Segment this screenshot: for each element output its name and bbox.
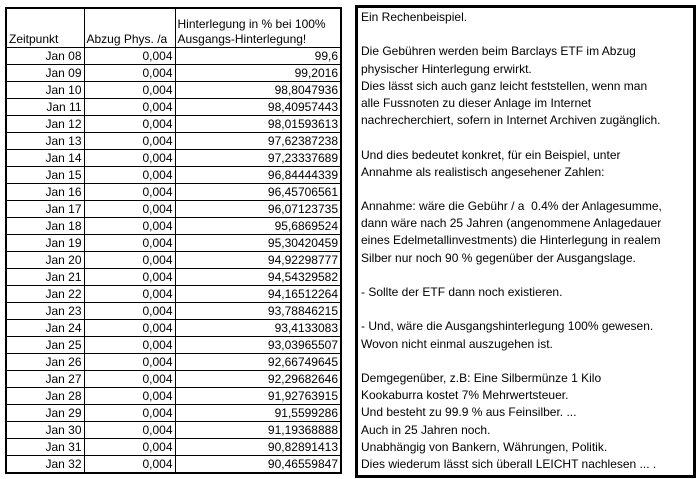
- text-line: eines Edelmetallinvestments) die Hinterlegung in realem: [361, 233, 661, 248]
- table-row: [6, 201, 341, 218]
- table-row: [6, 218, 341, 235]
- table-row: [6, 337, 341, 354]
- cell-zeitpunkt[interactable]: Jan 27: [6, 371, 84, 388]
- cell-zeitpunkt[interactable]: Jan 22: [6, 286, 84, 303]
- cell-hinterlegung[interactable]: 94,16512264: [175, 286, 341, 303]
- text-box-explanation[interactable]: [355, 5, 696, 478]
- text-line: nachrecherchiert, sofern in Internet Archiven zugänglich.: [361, 113, 661, 128]
- cell-abzug[interactable]: 0,004: [84, 303, 175, 320]
- text-line: Kookaburra kostet 7% Mehrwertsteuer.: [361, 388, 569, 403]
- header-abzug[interactable]: Abzug Phys. /a: [84, 8, 175, 48]
- text-line: [361, 181, 693, 198]
- cell-abzug[interactable]: 0,004: [84, 286, 175, 303]
- cell-hinterlegung[interactable]: 93,78846215: [175, 303, 341, 320]
- cell-zeitpunkt[interactable]: Jan 11: [6, 99, 84, 116]
- cell-hinterlegung[interactable]: 96,07123735: [175, 201, 341, 218]
- cell-zeitpunkt[interactable]: Jan 30: [6, 422, 84, 439]
- table-row: [6, 303, 341, 320]
- header-zeitpunkt[interactable]: Zeitpunkt: [6, 8, 84, 48]
- cell-hinterlegung[interactable]: 90,46559847: [175, 456, 341, 474]
- text-line: - Sollte der ETF dann noch existieren.: [361, 285, 563, 299]
- cell-abzug[interactable]: 0,004: [84, 388, 175, 405]
- cell-abzug[interactable]: 0,004: [84, 48, 175, 65]
- cell-abzug[interactable]: 0,004: [84, 218, 175, 235]
- cell-abzug[interactable]: 0,004: [84, 337, 175, 354]
- cell-abzug[interactable]: 0,004: [84, 150, 175, 167]
- table-row: [6, 371, 341, 388]
- table-row: [6, 99, 341, 116]
- table-row: [6, 439, 341, 456]
- cell-hinterlegung[interactable]: 91,5599286: [175, 405, 341, 422]
- text-line: Demgegenüber, z.B: Eine Silbermünze 1 Kilo: [361, 370, 602, 385]
- cell-abzug[interactable]: 0,004: [84, 456, 175, 474]
- cell-hinterlegung[interactable]: 99,2016: [175, 65, 341, 82]
- cell-zeitpunkt[interactable]: Jan 21: [6, 269, 84, 286]
- cell-zeitpunkt[interactable]: Jan 26: [6, 354, 84, 371]
- cell-zeitpunkt[interactable]: Jan 10: [6, 82, 84, 99]
- text-line: Die Gebühren werden beim Barclays ETF im Abzug: [361, 44, 636, 59]
- cell-zeitpunkt[interactable]: Jan 18: [6, 218, 84, 235]
- table-body: [6, 48, 341, 474]
- cell-abzug[interactable]: 0,004: [84, 371, 175, 388]
- cell-abzug[interactable]: 0,004: [84, 422, 175, 439]
- cell-zeitpunkt[interactable]: Jan 17: [6, 201, 84, 218]
- cell-abzug[interactable]: 0,004: [84, 99, 175, 116]
- cell-zeitpunkt[interactable]: Jan 28: [6, 388, 84, 405]
- cell-zeitpunkt[interactable]: Jan 16: [6, 184, 84, 201]
- cell-abzug[interactable]: 0,004: [84, 269, 175, 286]
- cell-zeitpunkt[interactable]: Jan 14: [6, 150, 84, 167]
- cell-abzug[interactable]: 0,004: [84, 405, 175, 422]
- table-row: [6, 133, 341, 150]
- table-row: [6, 354, 341, 371]
- cell-abzug[interactable]: 0,004: [84, 354, 175, 371]
- table-row: [6, 320, 341, 337]
- cell-abzug[interactable]: 0,004: [84, 116, 175, 133]
- text-line: Dies lässt sich auch ganz leicht feststellen, wenn man: [361, 78, 648, 93]
- cell-zeitpunkt[interactable]: Jan 08: [6, 48, 84, 65]
- cell-hinterlegung[interactable]: 98,40957443: [175, 99, 341, 116]
- cell-hinterlegung[interactable]: 92,29682646: [175, 371, 341, 388]
- cell-zeitpunkt[interactable]: Jan 15: [6, 167, 84, 184]
- table-row: [6, 82, 341, 99]
- cell-abzug[interactable]: 0,004: [84, 235, 175, 252]
- cell-hinterlegung[interactable]: 96,84444339: [175, 167, 341, 184]
- cell-zeitpunkt[interactable]: Jan 29: [6, 405, 84, 422]
- table-row: [6, 167, 341, 184]
- cell-hinterlegung[interactable]: 93,03965507: [175, 337, 341, 354]
- cell-abzug[interactable]: 0,004: [84, 184, 175, 201]
- table-row: [6, 252, 341, 269]
- text-line: Annahme: wäre die Gebühr / a 0.4% der Anlagesumme,: [361, 199, 662, 214]
- cell-hinterlegung[interactable]: 94,92298777: [175, 252, 341, 269]
- table-row: [6, 184, 341, 201]
- cell-hinterlegung[interactable]: 94,54329582: [175, 269, 341, 286]
- table-row: [6, 405, 341, 422]
- cell-abzug[interactable]: 0,004: [84, 133, 175, 150]
- text-line: physischer Hinterlegung erwirkt.: [361, 61, 532, 76]
- text-line: [361, 267, 693, 284]
- cell-zeitpunkt[interactable]: Jan 09: [6, 65, 84, 82]
- cell-hinterlegung[interactable]: 91,19368888: [175, 422, 341, 439]
- text-line: [361, 129, 693, 146]
- header-hinterlegung[interactable]: Hinterlegung in % bei 100% Ausgangs-Hinterlegung!: [175, 8, 341, 48]
- text-line: dann wäre nach 25 Jahren (angenommene Anlagedauer: [361, 216, 662, 231]
- cell-hinterlegung[interactable]: 96,45706561: [175, 184, 341, 201]
- cell-zeitpunkt[interactable]: Jan 20: [6, 252, 84, 269]
- text-line: Auch in 25 Jahren noch.: [361, 422, 491, 437]
- table-row: [6, 422, 341, 439]
- cell-zeitpunkt[interactable]: Jan 32: [6, 456, 84, 474]
- text-line: [361, 26, 693, 43]
- text-line: [361, 353, 693, 370]
- cell-zeitpunkt[interactable]: Jan 13: [6, 133, 84, 150]
- table-row: [6, 388, 341, 405]
- text-line: Unabhängig von Bankern, Währungen, Politik.: [361, 439, 608, 454]
- cell-hinterlegung[interactable]: 90,82891413: [175, 439, 341, 456]
- cell-hinterlegung[interactable]: 98,8047936: [175, 82, 341, 99]
- text-line: [361, 301, 693, 318]
- cell-hinterlegung[interactable]: 99,6: [175, 48, 341, 65]
- table-row: [6, 456, 341, 474]
- cell-zeitpunkt[interactable]: Jan 25: [6, 337, 84, 354]
- cell-abzug[interactable]: 0,004: [84, 320, 175, 337]
- header-row: [6, 8, 341, 48]
- text-line: Und dies bedeutet konkret, für ein Beispiel, unter: [361, 147, 621, 162]
- cell-abzug[interactable]: 0,004: [84, 65, 175, 82]
- cell-abzug[interactable]: 0,004: [84, 82, 175, 99]
- cell-hinterlegung[interactable]: 98,01593613: [175, 116, 341, 133]
- cell-hinterlegung[interactable]: 93,4133083: [175, 320, 341, 337]
- cell-zeitpunkt[interactable]: Jan 31: [6, 439, 84, 456]
- cell-abzug[interactable]: 0,004: [84, 201, 175, 218]
- cell-zeitpunkt[interactable]: Jan 12: [6, 116, 84, 133]
- text-line: Und besteht zu 99.9 % aus Feinsilber. ...: [361, 405, 577, 420]
- table-row: [6, 48, 341, 65]
- table-row: [6, 65, 341, 82]
- text-line: Wovon nicht einmal auszugehen ist.: [361, 336, 553, 351]
- text-line: Silber nur noch 90 % gegenüber der Ausgangslage.: [361, 250, 636, 265]
- table-row: [6, 286, 341, 303]
- cell-hinterlegung[interactable]: 95,6869524: [175, 218, 341, 235]
- text-line: - Und, wäre die Ausgangshinterlegung 100% gewesen.: [361, 319, 654, 334]
- table-row: [6, 150, 341, 167]
- text-line: Dies wiederum lässt sich überall LEICHT nachlesen ... .: [361, 456, 657, 471]
- table-row: [6, 116, 341, 133]
- table-row: [6, 235, 341, 252]
- text-line: alle Fussnoten zu dieser Anlage im Internet: [361, 95, 592, 110]
- table-row: [6, 269, 341, 286]
- cell-hinterlegung[interactable]: 97,62387238: [175, 133, 341, 150]
- cell-abzug[interactable]: 0,004: [84, 439, 175, 456]
- cell-abzug[interactable]: 0,004: [84, 252, 175, 269]
- text-line: Annahme als realistisch angesehener Zahlen:: [361, 164, 605, 179]
- text-line: Ein Rechenbeispiel.: [361, 10, 468, 24]
- data-table: [5, 7, 342, 474]
- cell-hinterlegung[interactable]: 92,66749645: [175, 354, 341, 371]
- cell-abzug[interactable]: 0,004: [84, 167, 175, 184]
- cell-hinterlegung[interactable]: 97,23337689: [175, 150, 341, 167]
- cell-hinterlegung[interactable]: 95,30420459: [175, 235, 341, 252]
- cell-zeitpunkt[interactable]: Jan 23: [6, 303, 84, 320]
- cell-zeitpunkt[interactable]: Jan 19: [6, 235, 84, 252]
- cell-zeitpunkt[interactable]: Jan 24: [6, 320, 84, 337]
- cell-hinterlegung[interactable]: 91,92763915: [175, 388, 341, 405]
